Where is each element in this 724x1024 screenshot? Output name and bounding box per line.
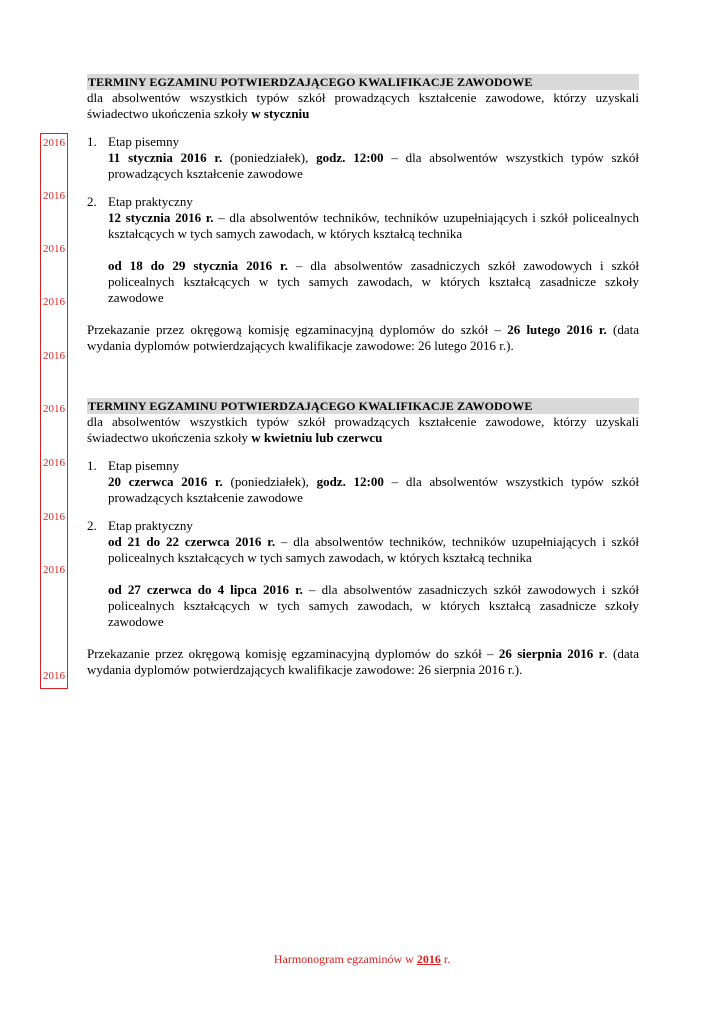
list-number: 1. — [87, 134, 97, 149]
stage-description: – dla absolwentów zasadniczych szkół zawodowych i szkół policealnych kształcących w tych samych zawodach, w których kształcą zasadnicze szkoły zawodowe — [108, 582, 640, 629]
handover-date: 26 lutego 2016 r. — [507, 322, 607, 337]
section-heading: TERMINY EGZAMINU POTWIERDZAJĄCEGO KWALIFIKACJE ZAWODOWE — [87, 398, 639, 414]
stage-date: 20 czerwca 2016 r. — [108, 474, 223, 489]
stage-date: od 18 do 29 stycznia 2016 r. — [108, 258, 288, 273]
stage-detail-vocational — [108, 258, 639, 306]
stage-description: – dla absolwentów techników, techników uzupełniających i szkół policealnych kształcących w tych samych zawodach, w których kształcą technika — [108, 210, 639, 241]
margin-year-label: 2016 — [43, 511, 65, 523]
handover-text: Przekazanie przez okręgową komisję egzaminacyjną dyplomów do szkół – — [87, 322, 508, 337]
intro-period: w styczniu — [251, 106, 310, 121]
footer-year: 2016 — [416, 952, 441, 966]
stage-detail — [108, 474, 639, 506]
stage-day: (poniedziałek), — [222, 474, 317, 489]
stage-time: godz. 12:00 — [316, 150, 384, 165]
intro-period: w kwietniu lub czerwcu — [251, 430, 383, 445]
list-number: 2. — [87, 194, 97, 209]
stage-detail-vocational — [108, 582, 639, 630]
stage-description: – dla absolwentów techników, techników uzupełniających i szkół policealnych kształcących w tych samych zawodach, w których kształcą technika — [108, 534, 640, 565]
section-intro — [87, 414, 639, 446]
handover-tail: (data wydania dyplomów potwierdzających kwalifikacje zawodowe: 26 lutego 2016 r.). — [87, 322, 639, 353]
margin-year-label: 2016 — [43, 670, 65, 682]
intro-text: dla absolwentów wszystkich typów szkół prowadzących kształcenie zawodowe, którzy uzyskali świadectwo ukończenia szkoły — [87, 414, 639, 445]
section-heading: TERMINY EGZAMINU POTWIERDZAJĄCEGO KWALIFIKACJE ZAWODOWE — [87, 74, 639, 90]
margin-year-label: 2016 — [43, 243, 65, 255]
margin-year-label: 2016 — [43, 457, 65, 469]
list-item-written-stage — [87, 458, 639, 506]
margin-year-label: 2016 — [43, 190, 65, 202]
intro-text: dla absolwentów wszystkich typów szkół prowadzących kształcenie zawodowe, którzy uzyskali świadectwo ukończenia szkoły — [87, 90, 639, 121]
margin-bar — [40, 133, 68, 689]
stage-title: Etap praktyczny — [108, 194, 193, 209]
stage-description: – dla absolwentów wszystkich typów szkół prowadzących kształcenie zawodowe — [108, 150, 639, 181]
handover-date: 26 sierpnia 2016 r — [498, 646, 605, 661]
stage-title: Etap praktyczny — [108, 518, 193, 533]
stage-description: – dla absolwentów wszystkich typów szkół prowadzących kształcenie zawodowe — [108, 474, 639, 505]
margin-year-label: 2016 — [43, 350, 65, 362]
exam-section-january — [87, 74, 639, 354]
list-number: 2. — [87, 518, 97, 533]
stage-date: 12 stycznia 2016 r. — [108, 210, 214, 225]
stage-date: od 27 czerwca do 4 lipca 2016 r. — [108, 582, 303, 597]
diploma-handover-note — [87, 646, 639, 678]
diploma-handover-note — [87, 322, 639, 354]
exam-section-april-june — [87, 398, 639, 678]
footer-suffix: r. — [440, 952, 451, 966]
stage-detail — [108, 150, 639, 182]
margin-year-label: 2016 — [43, 137, 65, 149]
stage-title: Etap pisemny — [108, 458, 180, 473]
page-footer — [0, 952, 724, 967]
document-content — [87, 74, 639, 678]
stage-description: – dla absolwentów zasadniczych szkół zawodowych i szkół policealnych kształcących w tych samych zawodach, w których kształcą zasadnicze szkoły zawodowe — [108, 258, 640, 305]
stage-date: od 21 do 22 czerwca 2016 r. — [108, 534, 276, 549]
margin-year-label: 2016 — [43, 403, 65, 415]
section-intro — [87, 90, 639, 122]
list-item-practical-stage — [87, 518, 639, 630]
list-item-written-stage — [87, 134, 639, 182]
stage-day: (poniedziałek), — [222, 150, 317, 165]
stage-date: 11 stycznia 2016 r. — [108, 150, 223, 165]
margin-year-label: 2016 — [43, 564, 65, 576]
stage-time: godz. 12:00 — [316, 474, 384, 489]
stage-title: Etap pisemny — [108, 134, 180, 149]
stage-detail-technicians — [108, 534, 639, 566]
handover-text: Przekazanie przez okręgową komisję egzaminacyjną dyplomów do szkół – — [87, 646, 499, 661]
margin-year-label: 2016 — [43, 296, 65, 308]
handover-tail: . (data wydania dyplomów potwierdzających kwalifikacje zawodowe: 26 sierpnia 2016 r.). — [87, 646, 639, 677]
stage-detail-technicians — [108, 210, 639, 242]
footer-text: Harmonogram egzaminów w — [273, 952, 417, 966]
list-item-practical-stage — [87, 194, 639, 306]
list-number: 1. — [87, 458, 97, 473]
